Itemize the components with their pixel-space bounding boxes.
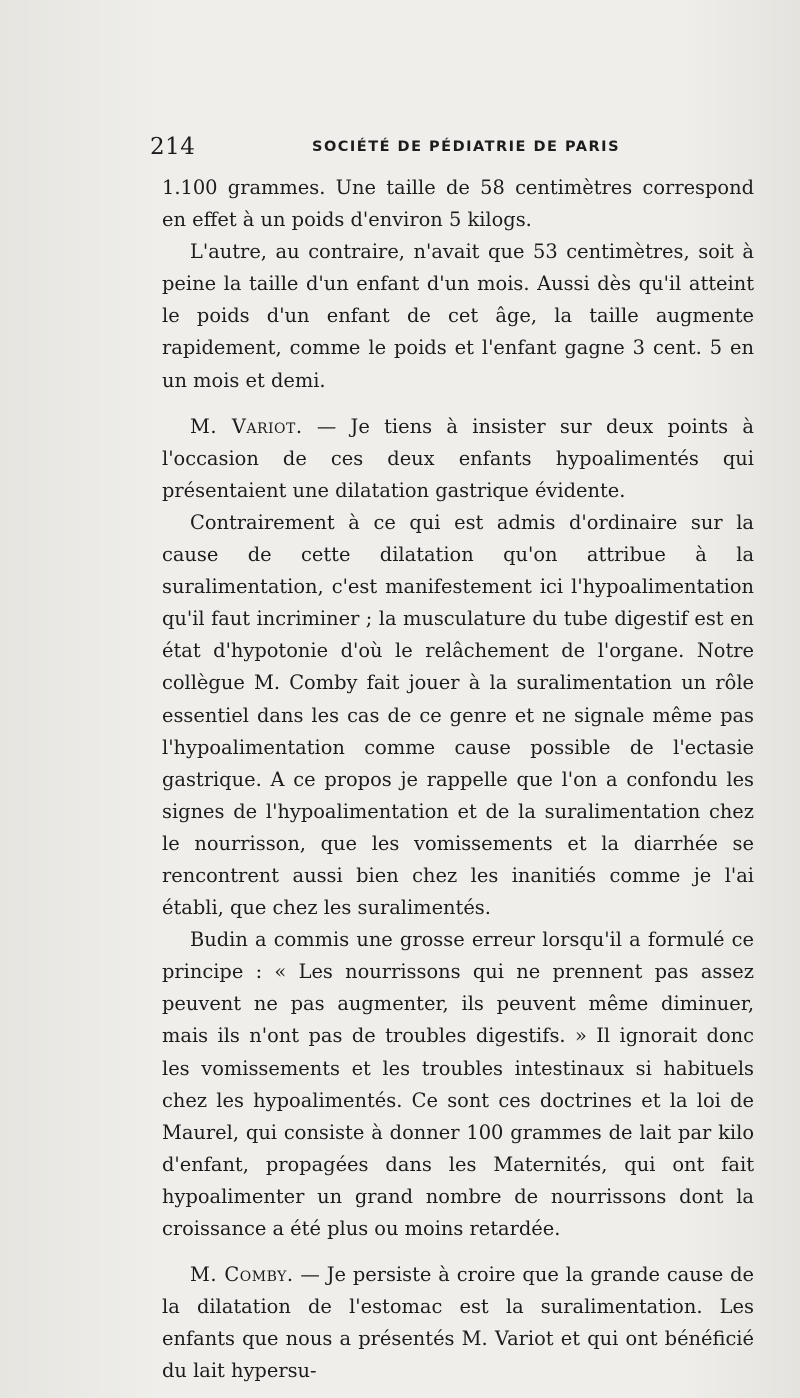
paragraph-text: — Je persiste à croire que la grande cause de la dilatation de l'estomac est la suralimentation. Les enfants que nous a présentés M. Variot et qui ont bénéficié du lait hypersu- [162, 1263, 754, 1383]
page-number: 214 [150, 134, 196, 160]
running-title: SOCIÉTÉ DE PÉDIATRIE DE PARIS [312, 139, 621, 155]
paragraph-variot [162, 411, 754, 507]
body-text [162, 172, 754, 1387]
speaker-name: M. Comby. [190, 1263, 294, 1287]
paragraph: Contrairement à ce qui est admis d'ordinaire sur la cause de cette dilatation qu'on attribue à la suralimentation, c'est manifestement ici l'hypoalimentation qu'il faut incriminer ; la musculature du tube digestif est en état d'hypotonie d'où le relâchement de l'organe. Notre collègue M. Comby fait jouer à la suralimentation un rôle essentiel dans les cas de ce genre et ne signale même pas l'hypoalimentation comme cause possible de l'ectasie gastrique. A ce propos je rappelle que l'on a confondu les signes de l'hypoalimentation et de la suralimentation chez le nourrisson, que les vomissements et la diarrhée se rencontrent aussi bien chez les inanitiés comme je l'ai établi, que chez les suralimentés. [162, 510, 754, 920]
paragraph-comby [162, 1259, 754, 1387]
paragraph: L'autre, au contraire, n'avait que 53 centimètres, soit à peine la taille d'un enfant d'un mois. Aussi dès qu'il atteint le poids d'un enfant de cet âge, la taille augmente rapidement, comme le poids et l'enfant gagne 3 cent. 5 en un mois et demi. [162, 240, 754, 392]
speaker-name: M. Variot. [190, 414, 303, 438]
paragraph-continuation: 1.100 grammes. Une taille de 58 centimètres correspond en effet à un poids d'environ 5 kilogs. [162, 176, 754, 232]
paragraph: Budin a commis une grosse erreur lorsqu'il a formulé ce principe : « Les nourrissons qui ne prennent pas assez peuvent ne pas augmenter, ils peuvent même diminuer, mais ils n'ont pas de troubles digestifs. » Il ignorait donc les vomissements et les troubles intestinaux si habituels chez les hypoalimentés. Ce sont ces doctrines et la loi de Maurel, qui consiste à donner 100 grammes de lait par kilo d'enfant, propagées dans les Maternités, qui ont fait hypoalimenter un grand nombre de nourrissons dont la croissance a été plus ou moins retardée. [162, 928, 754, 1240]
paragraph-text: — Je tiens à insister sur deux points à l'occasion de ces deux enfants hypoalimentés qui présentaient une dilatation gastrique évidente. [162, 414, 754, 502]
page-header [150, 134, 758, 164]
